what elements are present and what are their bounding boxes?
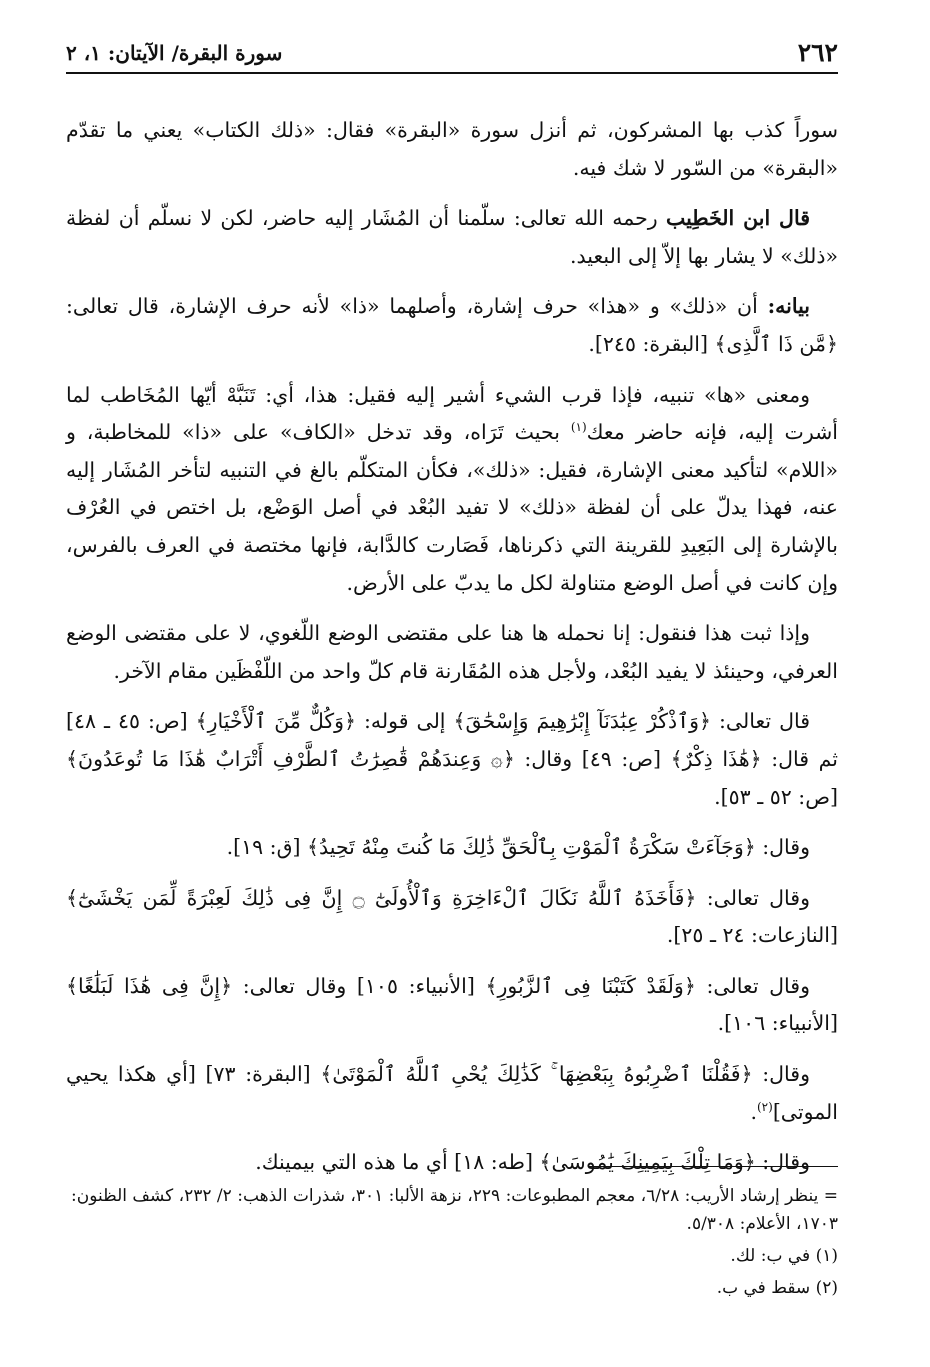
footnotes xyxy=(66,1182,838,1306)
page-number: ٢٦٢ xyxy=(797,38,838,67)
paragraph-4-text-b: بحيث تَرَاه، وقد تدخل «الكاف» على «ذا» للمخاطبة، و «اللام» لتأكيد معنى الإشارة، فقيل: «ذلك»، فكأن المتكلّم بالغ في التنبيه لتأخر المُشَار إليه عنه، فهذا يدلّ على أن لفظة «ذلك» لا تفيد البُعْد في أصل الوَضْع، بل اختص في العُرْف بالإشارة إلى البَعِيدِ للقرينة التي ذكرناها، فَصَارت كالدَّابة، فإنها مختصة في العرف بالفرس، وإن كانت في أصل الوضع متناولة لكل ما يدبّ على الأرض. xyxy=(66,420,838,595)
paragraph-4-text-a: ومعنى «ها» تنبيه، فإذا قرب الشيء أشير إليه فقيل: هذا، أي: تَنَبَّهْ أيّها المُخَاطب لما أشرت إليه، فإنه حاضر معك xyxy=(66,382,838,445)
footnote-ref-1[interactable]: (١) xyxy=(570,420,587,435)
paragraph-6: قال تعالى: ﴿وَٱذْكُرْ عِبَٰدَنَآ إِبْرَٰهِيمَ وَإِسْحَٰقَ﴾ إلى قوله: ﴿وَكُلٌّ مِّنَ ٱلْأَخْيَارِ﴾ [ص: ٤٥ ـ ٤٨] ثم قال: ﴿هَٰذَا ذِكْرٌ﴾ [ص: ٤٩] وقال: ﴿۞ وَعِندَهُمْ قَٰصِرَٰتُ ٱلطَّرْفِ أَتْرَابٌ هَٰذَا مَا تُوعَدُونَ﴾ [ص: ٥٢ ـ ٥٣]. xyxy=(66,709,838,809)
footnote-ref-2[interactable]: (٢) xyxy=(756,1099,773,1114)
paragraph-3-text: أن «ذلك» و «هذا» حرف إشارة، وأصلهما «ذا» لأنه حرف الإشارة، قال تعالى: ﴿مَّن ذَا ٱلَّذِى﴾ [البقرة: ٢٤٥]. xyxy=(66,294,838,356)
paragraph-10-text-b: . xyxy=(750,1099,757,1124)
paragraph-11: وقال: ﴿وَمَا تِلْكَ بِيَمِينِكَ يَٰمُوسَىٰ﴾ [طه: ١٨] أي ما هذه التي بيمينك. xyxy=(255,1150,810,1175)
paragraph-3-lead: بيانه: xyxy=(767,294,810,319)
paragraph-10-text-a: وقال: ﴿فَقُلْنَا ٱضْرِبُوهُ بِبَعْضِهَا ۚ كَذَٰلِكَ يُحْىِ ٱللَّهُ ٱلْمَوْتَىٰ﴾ [البقرة: ٧٣] [أي هكذا يحيي الموتى] xyxy=(66,1062,838,1124)
paragraph-10 xyxy=(66,1056,838,1131)
paragraph-3 xyxy=(66,288,838,363)
paragraph-2-text: رحمه الله تعالى: سلّمنا أن المُشَار إليه حاضر، لكن لا نسلّم أن لفظة «ذلك» لا يشار بها إلاّ إلى البعيد. xyxy=(66,206,838,268)
running-title: سورة البقرة/ الآيتان: ١، ٢ xyxy=(66,41,283,65)
paragraph-9: وقال تعالى: ﴿وَلَقَدْ كَتَبْنَا فِى ٱلزَّبُورِ﴾ [الأنبياء: ١٠٥] وقال تعالى: ﴿إِنَّ فِى هَٰذَا لَبَلَٰغًا﴾ [الأنبياء: ١٠٦]. xyxy=(66,973,838,1036)
footnote-divider xyxy=(588,1166,838,1167)
paragraph-8: وقال تعالى: ﴿فَأَخَذَهُ ٱللَّهُ نَكَالَ ٱلْءَاخِرَةِ وَٱلْأُولَىٰٓ ۝ إِنَّ فِى ذَٰلِكَ لَعِبْرَةً لِّمَن يَخْشَىٰٓ﴾ [النازعات: ٢٤ ـ ٢٥]. xyxy=(66,885,838,948)
main-text xyxy=(66,112,838,1195)
footnote-continued: = ينظر إرشاد الأريب: ٦/٢٨، معجم المطبوعات: ٢٢٩، نزهة الألبا: ٣٠١، شذرات الذهب: ٢/ ٢٣٢، كشف الظنون: ١٧٠٣، الأعلام: ٥/٣٠٨. xyxy=(71,1186,838,1234)
paragraph-4 xyxy=(66,377,838,603)
paragraph-5: وإذا ثبت هذا فنقول: إنا نحمله ها هنا على مقتضى الوضع اللّغوي، لا على مقتضى الوضع العرفي، وحينئذ لا يفيد البُعْد، ولأجل هذه المُقَارنة قام كلّ واحد من اللّفْظَين مقام الآخر. xyxy=(66,621,838,683)
paragraph-2-lead: قال ابن الخَطِيب xyxy=(665,206,810,231)
footnote-2: (٢) سقط في ب. xyxy=(716,1278,838,1298)
paragraph-1: سوراً كذب بها المشركون، ثم أنزل سورة «البقرة» فقال: «ذلك الكتاب» يعني ما تقدّم «البقرة» من السّور لا شك فيه. xyxy=(66,118,838,180)
paragraph-7: وقال: ﴿وَجَآءَتْ سَكْرَةُ ٱلْمَوْتِ بِٱلْحَقِّ ذَٰلِكَ مَا كُنتَ مِنْهُ تَحِيدُ﴾ [ق: ١٩]. xyxy=(226,835,810,860)
footnote-1: (١) في ب: لك. xyxy=(730,1246,838,1266)
paragraph-2 xyxy=(66,200,838,275)
page-header xyxy=(66,38,838,74)
